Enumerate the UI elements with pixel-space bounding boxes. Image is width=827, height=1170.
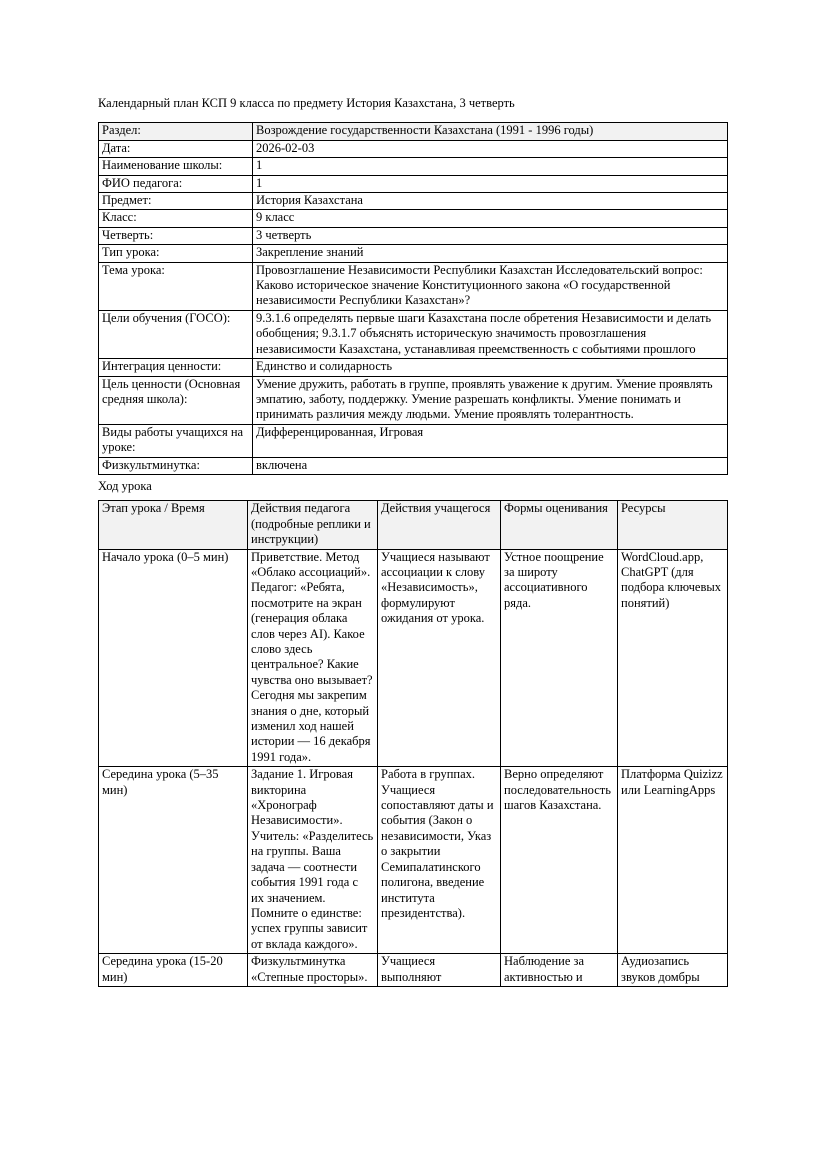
student-actions-cell: Учащиеся называют ассоциации к слову «Независимость», формулируют ожидания от урока. — [378, 549, 501, 767]
table-row — [99, 193, 728, 210]
info-label: Раздел: — [99, 123, 253, 140]
info-label: Тема урока: — [99, 262, 253, 310]
teacher-actions-cell: Физкультминутка «Степные просторы». — [248, 954, 378, 987]
table-row — [99, 158, 728, 175]
info-label: Цели обучения (ГОСО): — [99, 310, 253, 358]
info-value: Возрождение государственности Казахстана (1991 - 1996 годы) — [253, 123, 728, 140]
table-row — [99, 457, 728, 474]
table-row — [99, 424, 728, 457]
info-value: 1 — [253, 175, 728, 192]
page-title: Календарный план КСП 9 класса по предмету История Казахстана, 3 четверть — [98, 96, 515, 110]
lesson-flow-table — [98, 500, 728, 987]
info-label: ФИО педагога: — [99, 175, 253, 192]
info-value: 2026-02-03 — [253, 140, 728, 157]
assessment-cell: Наблюдение за активностью и — [501, 954, 618, 987]
table-row — [99, 210, 728, 227]
info-label: Виды работы учащихся на уроке: — [99, 424, 253, 457]
stage-cell: Середина урока (15-20 мин) — [99, 954, 248, 987]
table-row — [99, 954, 728, 987]
info-value: 1 — [253, 158, 728, 175]
resources-cell: Аудиозапись звуков домбры — [618, 954, 728, 987]
lesson-info-table — [98, 122, 728, 475]
header-stage: Этап урока / Время — [99, 501, 248, 549]
info-label: Четверть: — [99, 227, 253, 244]
header-assessment: Формы оценивания — [501, 501, 618, 549]
student-actions-cell: Учащиеся выполняют — [378, 954, 501, 987]
info-label: Наименование школы: — [99, 158, 253, 175]
info-value: Дифференцированная, Игровая — [253, 424, 728, 457]
header-resources: Ресурсы — [618, 501, 728, 549]
section-label: Ход урока — [98, 478, 152, 493]
assessment-cell: Верно определяют последовательность шагов Казахстана. — [501, 767, 618, 954]
header-teacher-actions: Действия педагога (подробные реплики и инструкции) — [248, 501, 378, 549]
info-label: Интеграция ценности: — [99, 359, 253, 376]
table-row — [99, 175, 728, 192]
table-row — [99, 549, 728, 767]
table-row — [99, 123, 728, 140]
table-row — [99, 310, 728, 358]
info-value: включена — [253, 457, 728, 474]
info-label: Дата: — [99, 140, 253, 157]
table-row — [99, 376, 728, 424]
stage-cell: Начало урока (0–5 мин) — [99, 549, 248, 767]
info-value: Умение дружить, работать в группе, проявлять уважение к другим. Умение проявлять эмпатию, заботу, поддержку. Умение разрешать конфликты. Умение понимать и принимать различия между людьми. Умение проявлять толерантность. — [253, 376, 728, 424]
info-value: Единство и солидарность — [253, 359, 728, 376]
info-label: Физкультминутка: — [99, 457, 253, 474]
info-label: Класс: — [99, 210, 253, 227]
table-row — [99, 227, 728, 244]
stage-cell: Середина урока (5–35 мин) — [99, 767, 248, 954]
teacher-actions-cell: Задание 1. Игровая викторина «Хронограф Независимости». Учитель: «Разделитесь на группы. Ваша задача — соотнести события 1991 года с их значением. Помните о единстве: успех группы зависит от вклада каждого». — [248, 767, 378, 954]
resources-cell: WordCloud.app, ChatGPT (для подбора ключевых понятий) — [618, 549, 728, 767]
table-row — [99, 245, 728, 262]
student-actions-cell: Работа в группах. Учащиеся сопоставляют даты и события (Закон о независимости, Указ о закрытии Семипалатинского полигона, введение института президентства). — [378, 767, 501, 954]
info-value: 9.3.1.6 определять первые шаги Казахстана после обретения Независимости и делать обобщения; 9.3.1.7 объяснять историческую значимость провозглашения независимости Казахстана, устанавливая преемственность с событиями прошлого — [253, 310, 728, 358]
table-row — [99, 359, 728, 376]
assessment-cell: Устное поощрение за широту ассоциативного ряда. — [501, 549, 618, 767]
table-row — [99, 262, 728, 310]
teacher-actions-cell: Приветствие. Метод «Облако ассоциаций». Педагог: «Ребята, посмотрите на экран (генерация облака слов через AI). Какое слово здесь центральное? Какие чувства оно вызывает? Сегодня мы закрепим знания о дне, который изменил ход нашей истории — 16 декабря 1991 года». — [248, 549, 378, 767]
table-row — [99, 767, 728, 954]
table-header-row — [99, 501, 728, 549]
info-value: 3 четверть — [253, 227, 728, 244]
header-student-actions: Действия учащегося — [378, 501, 501, 549]
info-value: 9 класс — [253, 210, 728, 227]
info-value: Закрепление знаний — [253, 245, 728, 262]
info-value: Провозглашение Независимости Республики Казахстан Исследовательский вопрос: Каково историческое значение Конституционного закона «О государственной независимости Республики Казахстан»? — [253, 262, 728, 310]
table-row — [99, 140, 728, 157]
info-label: Цель ценности (Основная средняя школа): — [99, 376, 253, 424]
info-label: Тип урока: — [99, 245, 253, 262]
info-value: История Казахстана — [253, 193, 728, 210]
info-label: Предмет: — [99, 193, 253, 210]
resources-cell: Платформа Quizizz или LearningApps — [618, 767, 728, 954]
